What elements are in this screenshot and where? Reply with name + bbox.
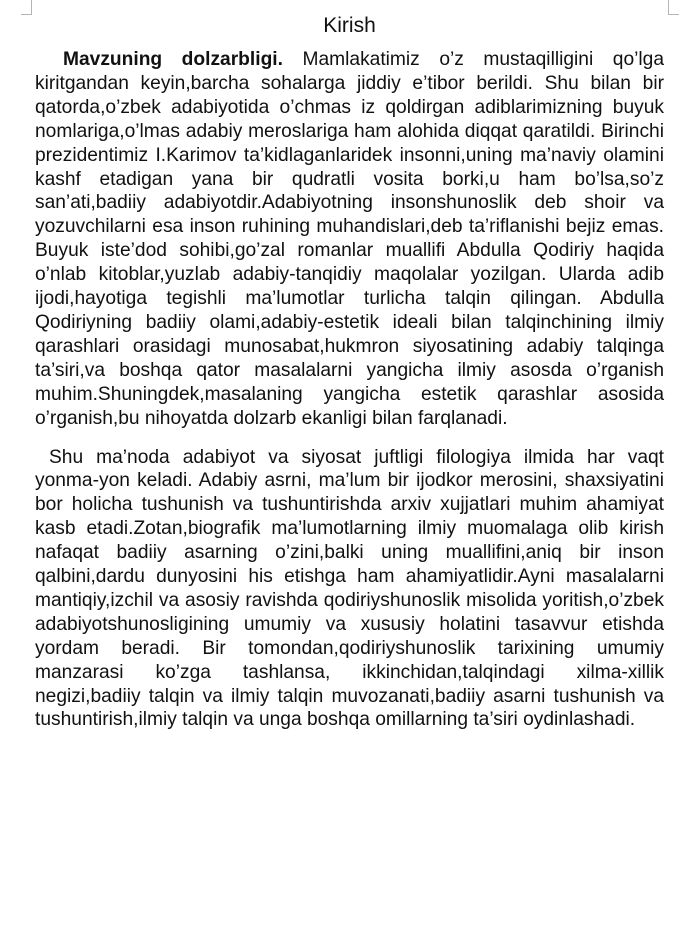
document-title: Kirish [323, 14, 376, 37]
paragraph-literature-politics [35, 446, 664, 733]
paragraph-lead-heading: Mavzuning dolzarbligi. [63, 49, 283, 70]
page-corner-mark-right [668, 0, 679, 15]
document-page [35, 10, 664, 732]
paragraph-relevance [35, 48, 664, 431]
paragraph-body-text: Shu ma’noda adabiyot va siyosat juftligi filologiya ilmida har vaqt yonma-yon keladi. Adabiy asrni, ma’lum bir ijodkor merosini, shaxsiyatini bor holicha tushunish va tushuntirishda arxiv xujjatlari muhim ahamiyat kasb etadi.Zotan,biografik ma’lumotlarning ilmiy muomalaga olib kirish nafaqat badiiy asarning o’zini,balki uning muallifini,aniq bir inson qalbini,dardu dunyosini his etishga ham ahamiyatlidir.Ayni masalalarni mantiqiy,izchil va asosiy ravishda qodiriyshunoslik misolida yoritish,o’zbek adabiyotshunosligining umumiy va xususiy holatini tasavvur etishda yordam beradi. Bir tomondan,qodiriyshunoslik tarixining umumiy manzarasi ko’zga tashlansa, ikkinchidan,talqindagi xilma-xillik negizi,badiiy talqin va ilmiy talqin muvozanati,badiiy asarni tushunish va tushuntirish,ilmiy talqin va unga boshqa omillarning ta’siri oydinlashadi. [35, 446, 664, 731]
page-corner-mark-left [21, 0, 32, 15]
paragraph-body-text: Mamlakatimiz o’z mustaqilligini qo’lga kiritgandan keyin,barcha sohalarga jiddiy e’tibor berildi. Shu bilan bir qatorda,o’zbek adabiyotida o’chmas iz qoldirgan adiblarimizning buyuk nomlariga,o’lmas adabiy meroslariga ham alohida diqqat qaratildi. Birinchi prezidentimiz I.Karimov ta’kidlaganlaridek insonni,uning ma’naviy olamini kashf etadigan yana bir qudratli vosita borki,u ham bo’lsa,so’z san’ati,badiiy adabiyotdir.Adabiyotning insonshunoslik deb shoir va yozuvchilarni esa inson ruhining muhandislari,deb ta’riflanishi bejiz emas. Buyuk iste’dod sohibi,go’zal romanlar muallifi Abdulla Qodiriy haqida o’nlab kitoblar,yuzlab adabiy-tanqidiy maqolalar yozilgan. Ularda adib ijodi,hayotiga tegishli ma’lumotlar turlicha talqin qilingan. Abdulla Qodiriyning badiiy olami,adabiy-estetik ideali bilan talqinchining ilmiy qarashlari orasidagi munosabat,hukmron siyosatining adabiy talqinga ta’siri,va boshqa qator masalalarni yangicha ilmiy asosda o’rganish muhim.Shuningdek,masalaning yangicha estetik qarashlar asosida o’rganish,bu nihoyatda dolzarb ekanligi bilan farqlanadi. [35, 49, 664, 429]
